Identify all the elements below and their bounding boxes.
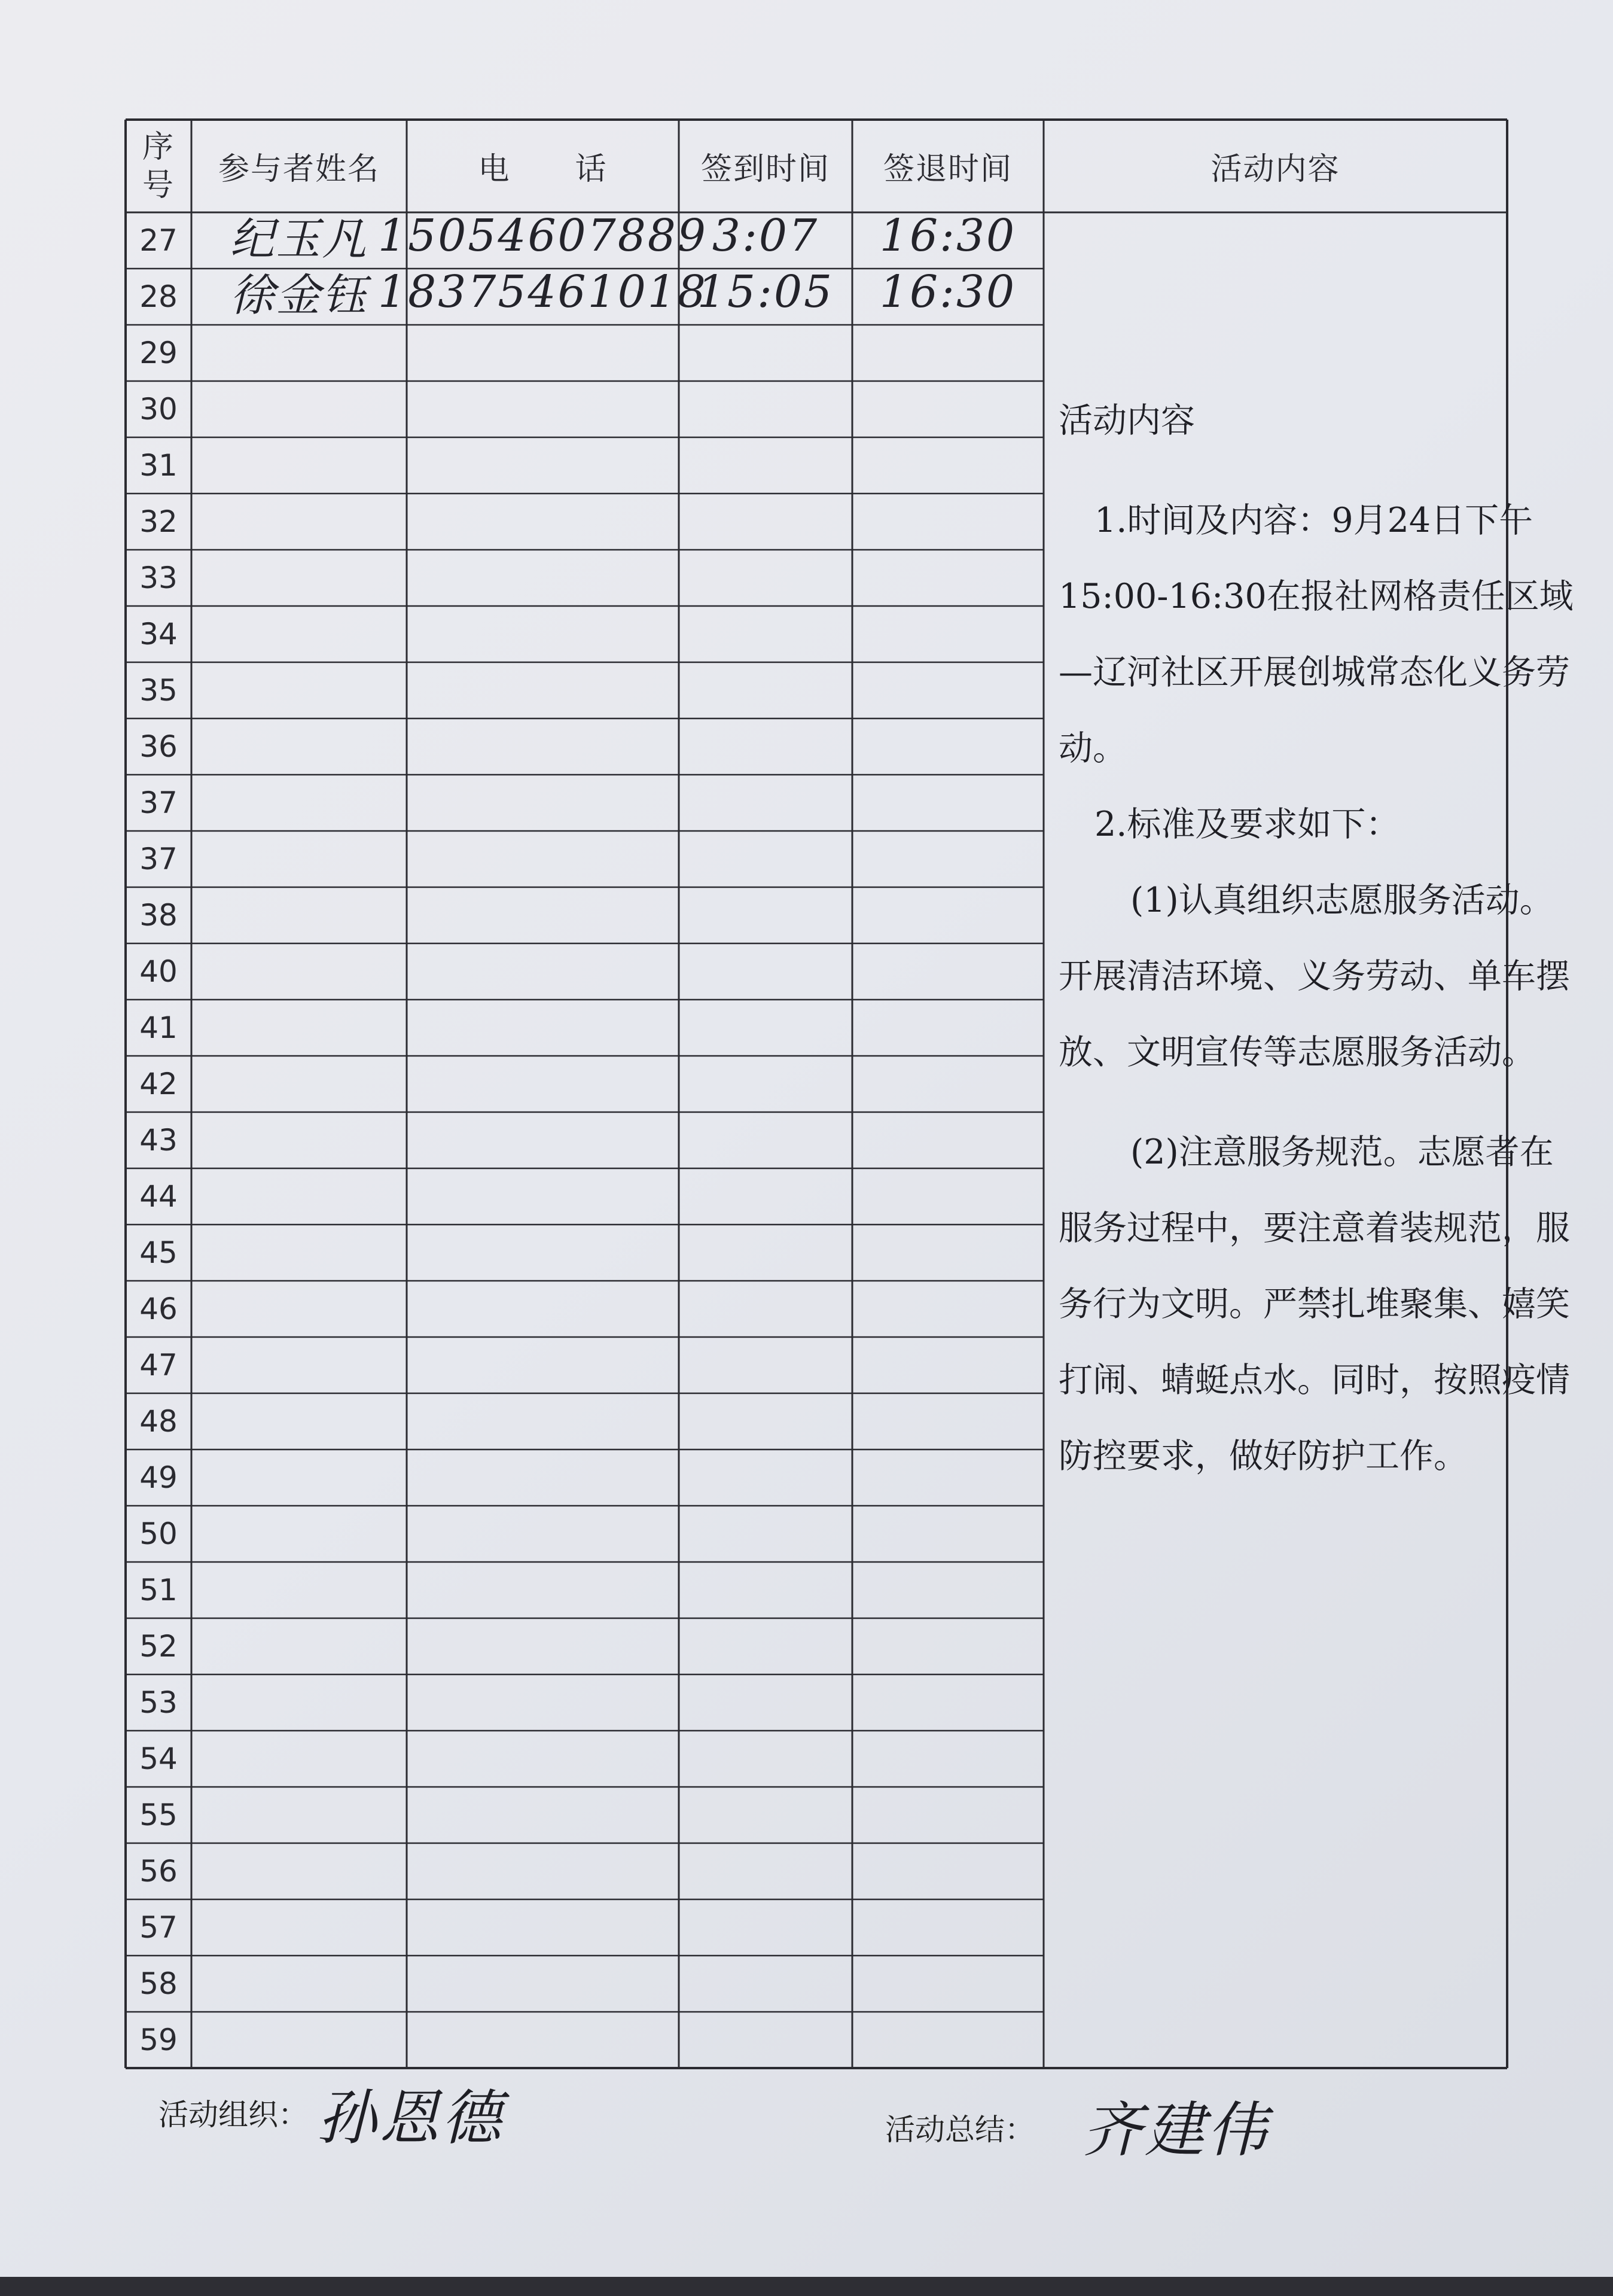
row-number: 32 — [139, 504, 178, 539]
content-paragraph-time: 1.时间及内容：9月24日下午15:00-16:30在报社网格责任区域—辽河社区开展创城常态化义务劳动。 — [1059, 501, 1574, 768]
row-number: 48 — [139, 1404, 178, 1439]
row-number: 29 — [139, 336, 178, 370]
row-number: 58 — [139, 1966, 178, 2001]
row-number: 53 — [139, 1685, 178, 1720]
row-number: 37 — [139, 842, 178, 876]
row-number: 50 — [139, 1517, 178, 1551]
participant-name: 徐金钰 — [230, 270, 368, 321]
activity-content-panel — [1059, 383, 1585, 1494]
row-number: 47 — [139, 1348, 178, 1383]
row-number: 51 — [139, 1573, 178, 1607]
content-paragraph-organize: (1)认真组织志愿服务活动。开展清洁环境、义务劳动、单车摆放、文明宣传等志愿服务活动。 — [1059, 881, 1570, 1072]
header-signin-time: 签到时间 — [700, 151, 830, 187]
row-number: 37 — [139, 785, 178, 820]
summary-label: 活动总结： — [885, 2112, 1035, 2147]
row-number: 33 — [139, 561, 178, 595]
row-number: 34 — [139, 617, 178, 651]
row-number: 43 — [139, 1123, 178, 1158]
header-activity-content: 活动内容 — [1210, 151, 1340, 187]
row-number: 49 — [139, 1460, 178, 1495]
row-number: 30 — [139, 392, 178, 427]
row-number: 41 — [139, 1010, 178, 1045]
row-number: 44 — [139, 1179, 178, 1214]
header-name: 参与者姓名 — [218, 151, 380, 187]
row-number: 57 — [139, 1910, 178, 1945]
row-number: 52 — [139, 1629, 178, 1664]
row-number: 55 — [139, 1798, 178, 1832]
row-number: 28 — [139, 279, 178, 314]
signout-time: 16:30 — [879, 266, 1017, 318]
signin-time: 3:07 — [712, 210, 819, 261]
signin-time: 15:05 — [697, 266, 834, 318]
organizer-signature: 孙恩德 — [317, 2083, 504, 2153]
dark-background-edge — [0, 2277, 1613, 2296]
row-number: 56 — [139, 1854, 178, 1889]
organizer-label: 活动组织： — [158, 2097, 308, 2132]
content-title: 活动内容 — [1059, 401, 1195, 440]
row-number: 45 — [139, 1235, 178, 1270]
content-paragraph-norms: (2)注意服务规范。志愿者在服务过程中，要注意着装规范，服务行为文明。严禁扎堆聚集、嬉笑打闹、蜻蜓点水。同时，按照疫情防控要求，做好防护工作。 — [1059, 1132, 1570, 1476]
header-seq: 序号 — [142, 129, 175, 203]
row-number: 59 — [139, 2023, 178, 2057]
summary-signature: 齐建伟 — [1083, 2095, 1269, 2165]
row-number: 40 — [139, 954, 178, 989]
header-phone: 电 话 — [478, 151, 608, 187]
phone-number: 18375461018 — [378, 266, 708, 318]
signout-time: 16:30 — [879, 210, 1017, 261]
row-number: 36 — [139, 729, 178, 764]
participant-name: 纪玉凡 — [230, 214, 368, 265]
header-signout-time: 签退时间 — [883, 151, 1013, 187]
phone-number: 15054607889 — [378, 210, 708, 261]
row-number: 31 — [139, 448, 178, 483]
row-number: 54 — [139, 1741, 178, 1776]
row-number: 27 — [139, 223, 178, 258]
content-paragraph-standards: 2.标准及要求如下： — [1094, 805, 1400, 844]
row-number: 35 — [139, 673, 178, 708]
row-number: 38 — [139, 898, 178, 933]
row-number: 46 — [139, 1292, 178, 1326]
row-number: 42 — [139, 1067, 178, 1101]
attendance-sheet — [102, 120, 1574, 2070]
